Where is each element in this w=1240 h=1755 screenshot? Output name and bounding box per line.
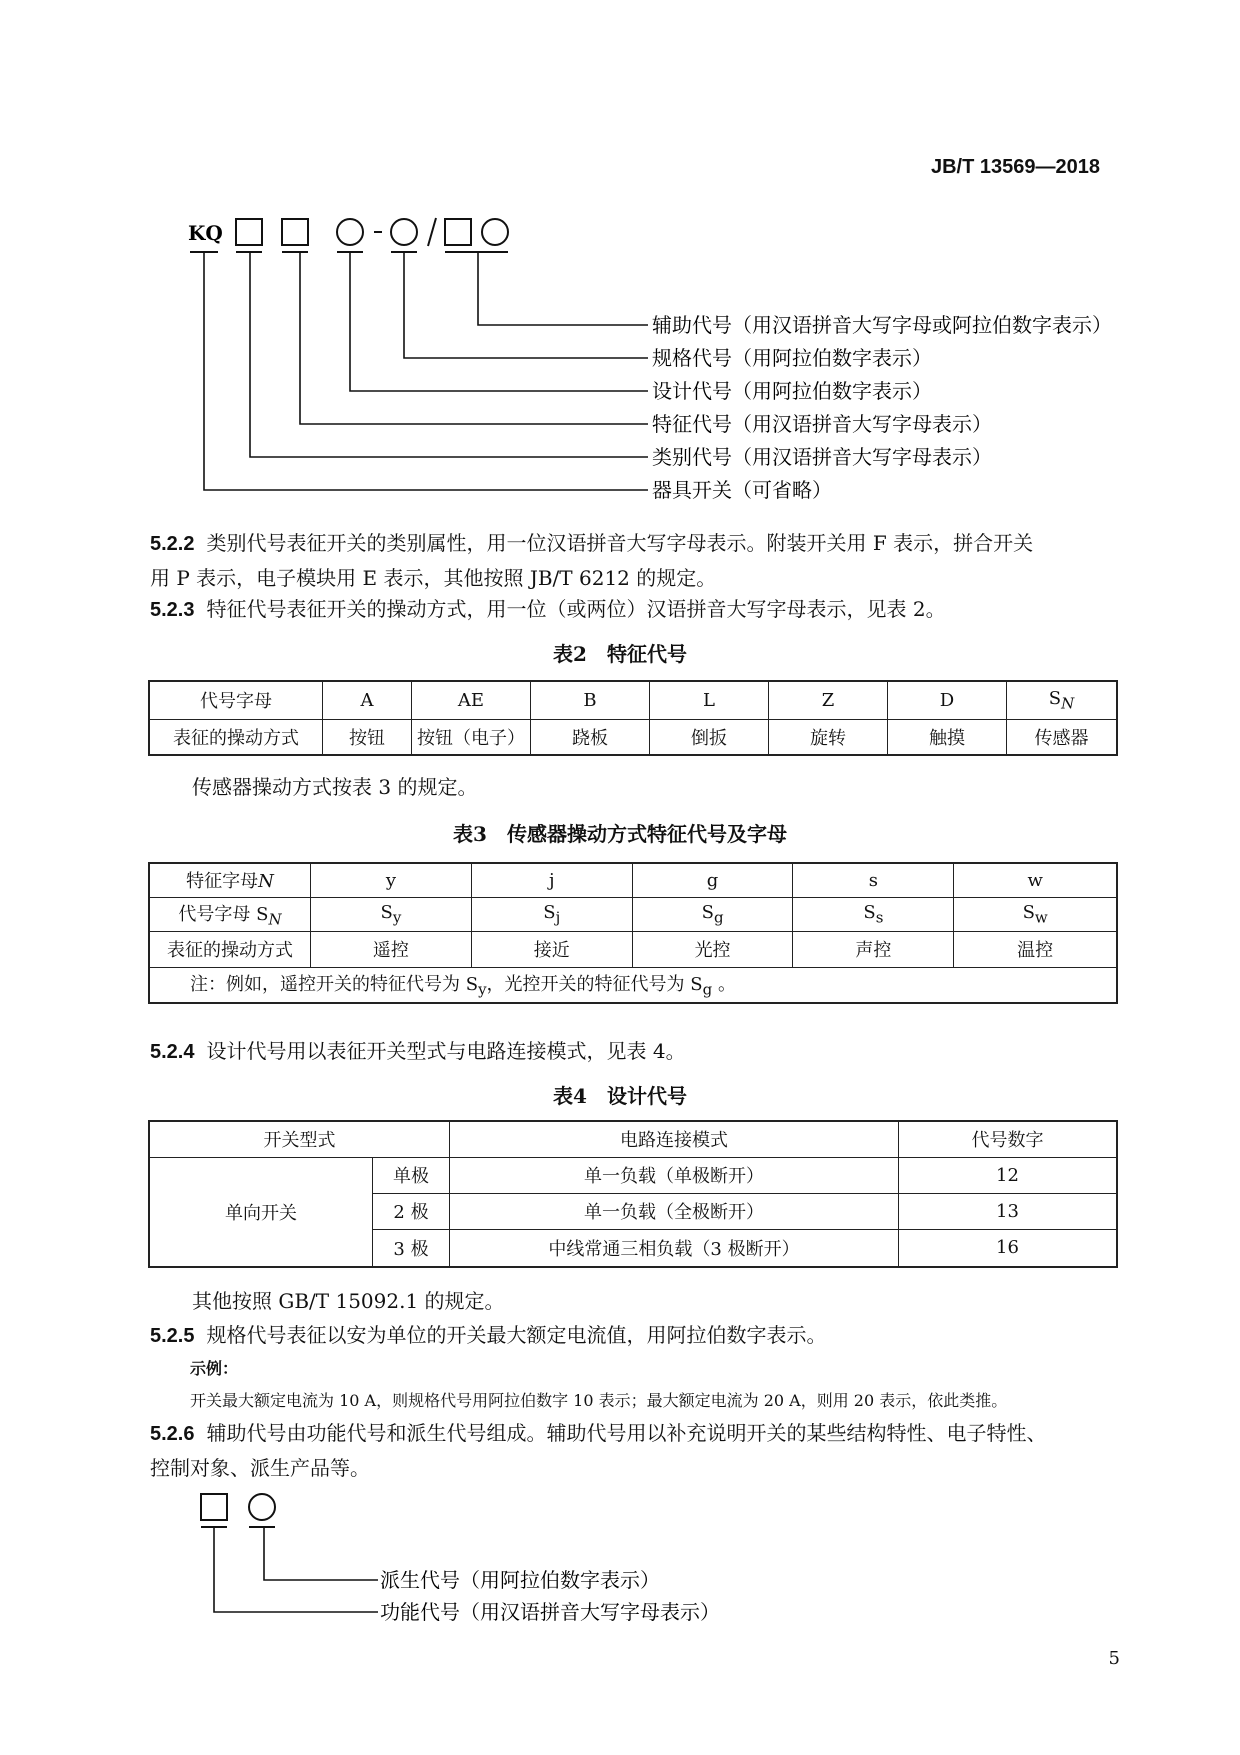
label-spec-code: 规格代号（用阿拉伯数字表示）: [652, 346, 932, 370]
circle-derivative: [249, 1494, 275, 1520]
leader-line-aux: [478, 252, 648, 325]
circle-spec: [391, 219, 417, 245]
square-box-feature: [282, 219, 308, 245]
label-aux-code: 辅助代号（用汉语拼音大写字母或阿拉伯数字表示）: [652, 313, 1112, 337]
other-reference: 其他按照 GB/T 15092.1 的规定。: [192, 1289, 505, 1313]
code-structure-diagram: [0, 0, 1240, 520]
leader-line-design: [350, 252, 648, 391]
section-5-2-3: 5.2.3 特征代号表征开关的操动方式，用一位（或两位）汉语拼音大写字母表示，见表 2。: [150, 597, 946, 621]
sensor-note: 传感器操动方式按表 3 的规定。: [192, 775, 478, 799]
table3-sensor-codes: 特征字母N y j g s w 代号字母 $S_N$ $S_y$ $S_j$ $S_g$ $S_s$ $S_w$ 表征的操动方式 遥控 接近 光控 声控 温控 注：例如，遥控开关的特征代号为 $S_y$，光控开关的特征代号为 $S_g$ 。: [148, 862, 1118, 1004]
section-5-2-4: 5.2.4 设计代号用以表征开关型式与电路连接模式，见表 4。: [150, 1039, 686, 1063]
label-design-code: 设计代号（用阿拉伯数字表示）: [652, 379, 932, 403]
square-box-aux: [445, 219, 471, 245]
section-5-2-2: 5.2.2 类别代号表征开关的类别属性，用一位汉语拼音大写字母表示。附装开关用 F 表示，拼合开关 用 P 表示，电子模块用 E 表示，其他按照 JB/T 6212 的规定。: [150, 531, 1034, 590]
leader-line-appliance: [204, 252, 648, 490]
circle-aux: [482, 219, 508, 245]
table3-caption: 表3 传感器操动方式特征代号及字母: [453, 822, 787, 846]
leader-line-spec: [404, 252, 648, 358]
table3-note: 注：例如，遥控开关的特征代号为 $S_y$，光控开关的特征代号为 $S_g$ 。: [149, 967, 1117, 1003]
example-text: 开关最大额定电流为 10 A，则规格代号用阿拉伯数字 10 表示；最大额定电流为 20 A，则用 20 表示，依此类推。: [190, 1391, 1008, 1410]
label-feature-code: 特征代号（用汉语拼音大写字母表示）: [652, 412, 992, 436]
aux-code-diagram: [0, 1480, 1240, 1640]
label-appliance-switch: 器具开关（可省略）: [652, 478, 832, 502]
table2-caption: 表2 特征代号: [553, 642, 687, 666]
label-function-code: 功能代号（用汉语拼音大写字母表示）: [380, 1600, 720, 1624]
square-box-function: [201, 1494, 227, 1520]
table4-design-codes: 开关型式 电路连接模式 代号数字 单向开关 单极 单一负载（单极断开） 12 2 极 单一负载（全极断开） 13 3 极 中线常通三相负载（3 极断开） 16: [148, 1120, 1118, 1268]
section-5-2-6: 5.2.6 辅助代号由功能代号和派生代号组成。辅助代号用以补充说明开关的某些结构特性、电子特性、 控制对象、派生产品等。: [150, 1421, 1047, 1480]
circle-design: [337, 219, 363, 245]
standard-number: JB/T 13569—2018: [930, 156, 1100, 178]
section-5-2-5: 5.2.5 规格代号表征以安为单位的开关最大额定电流值，用阿拉伯数字表示。: [150, 1323, 827, 1347]
table4-caption: 表4 设计代号: [553, 1084, 687, 1108]
square-box-category: [236, 219, 262, 245]
label-derivative-code: 派生代号（用阿拉伯数字表示）: [380, 1568, 660, 1592]
leader-line-derivative: [264, 1527, 378, 1580]
page-number: 5: [1108, 1648, 1120, 1669]
code-prefix-kq: KQ: [188, 221, 223, 245]
table2-feature-codes: 代号字母 A AE B L Z D $S_N$ 表征的操动方式 按钮 按钮（电子） 跷板 倒扳 旋转 触摸 传感器: [148, 680, 1118, 756]
leader-line-feature: [300, 252, 648, 424]
example-label: 示例：: [190, 1359, 239, 1378]
leader-line-function: [214, 1527, 378, 1612]
slash-symbol: [428, 218, 436, 246]
leader-line-category: [250, 252, 648, 457]
label-category-code: 类别代号（用汉语拼音大写字母表示）: [652, 445, 992, 469]
